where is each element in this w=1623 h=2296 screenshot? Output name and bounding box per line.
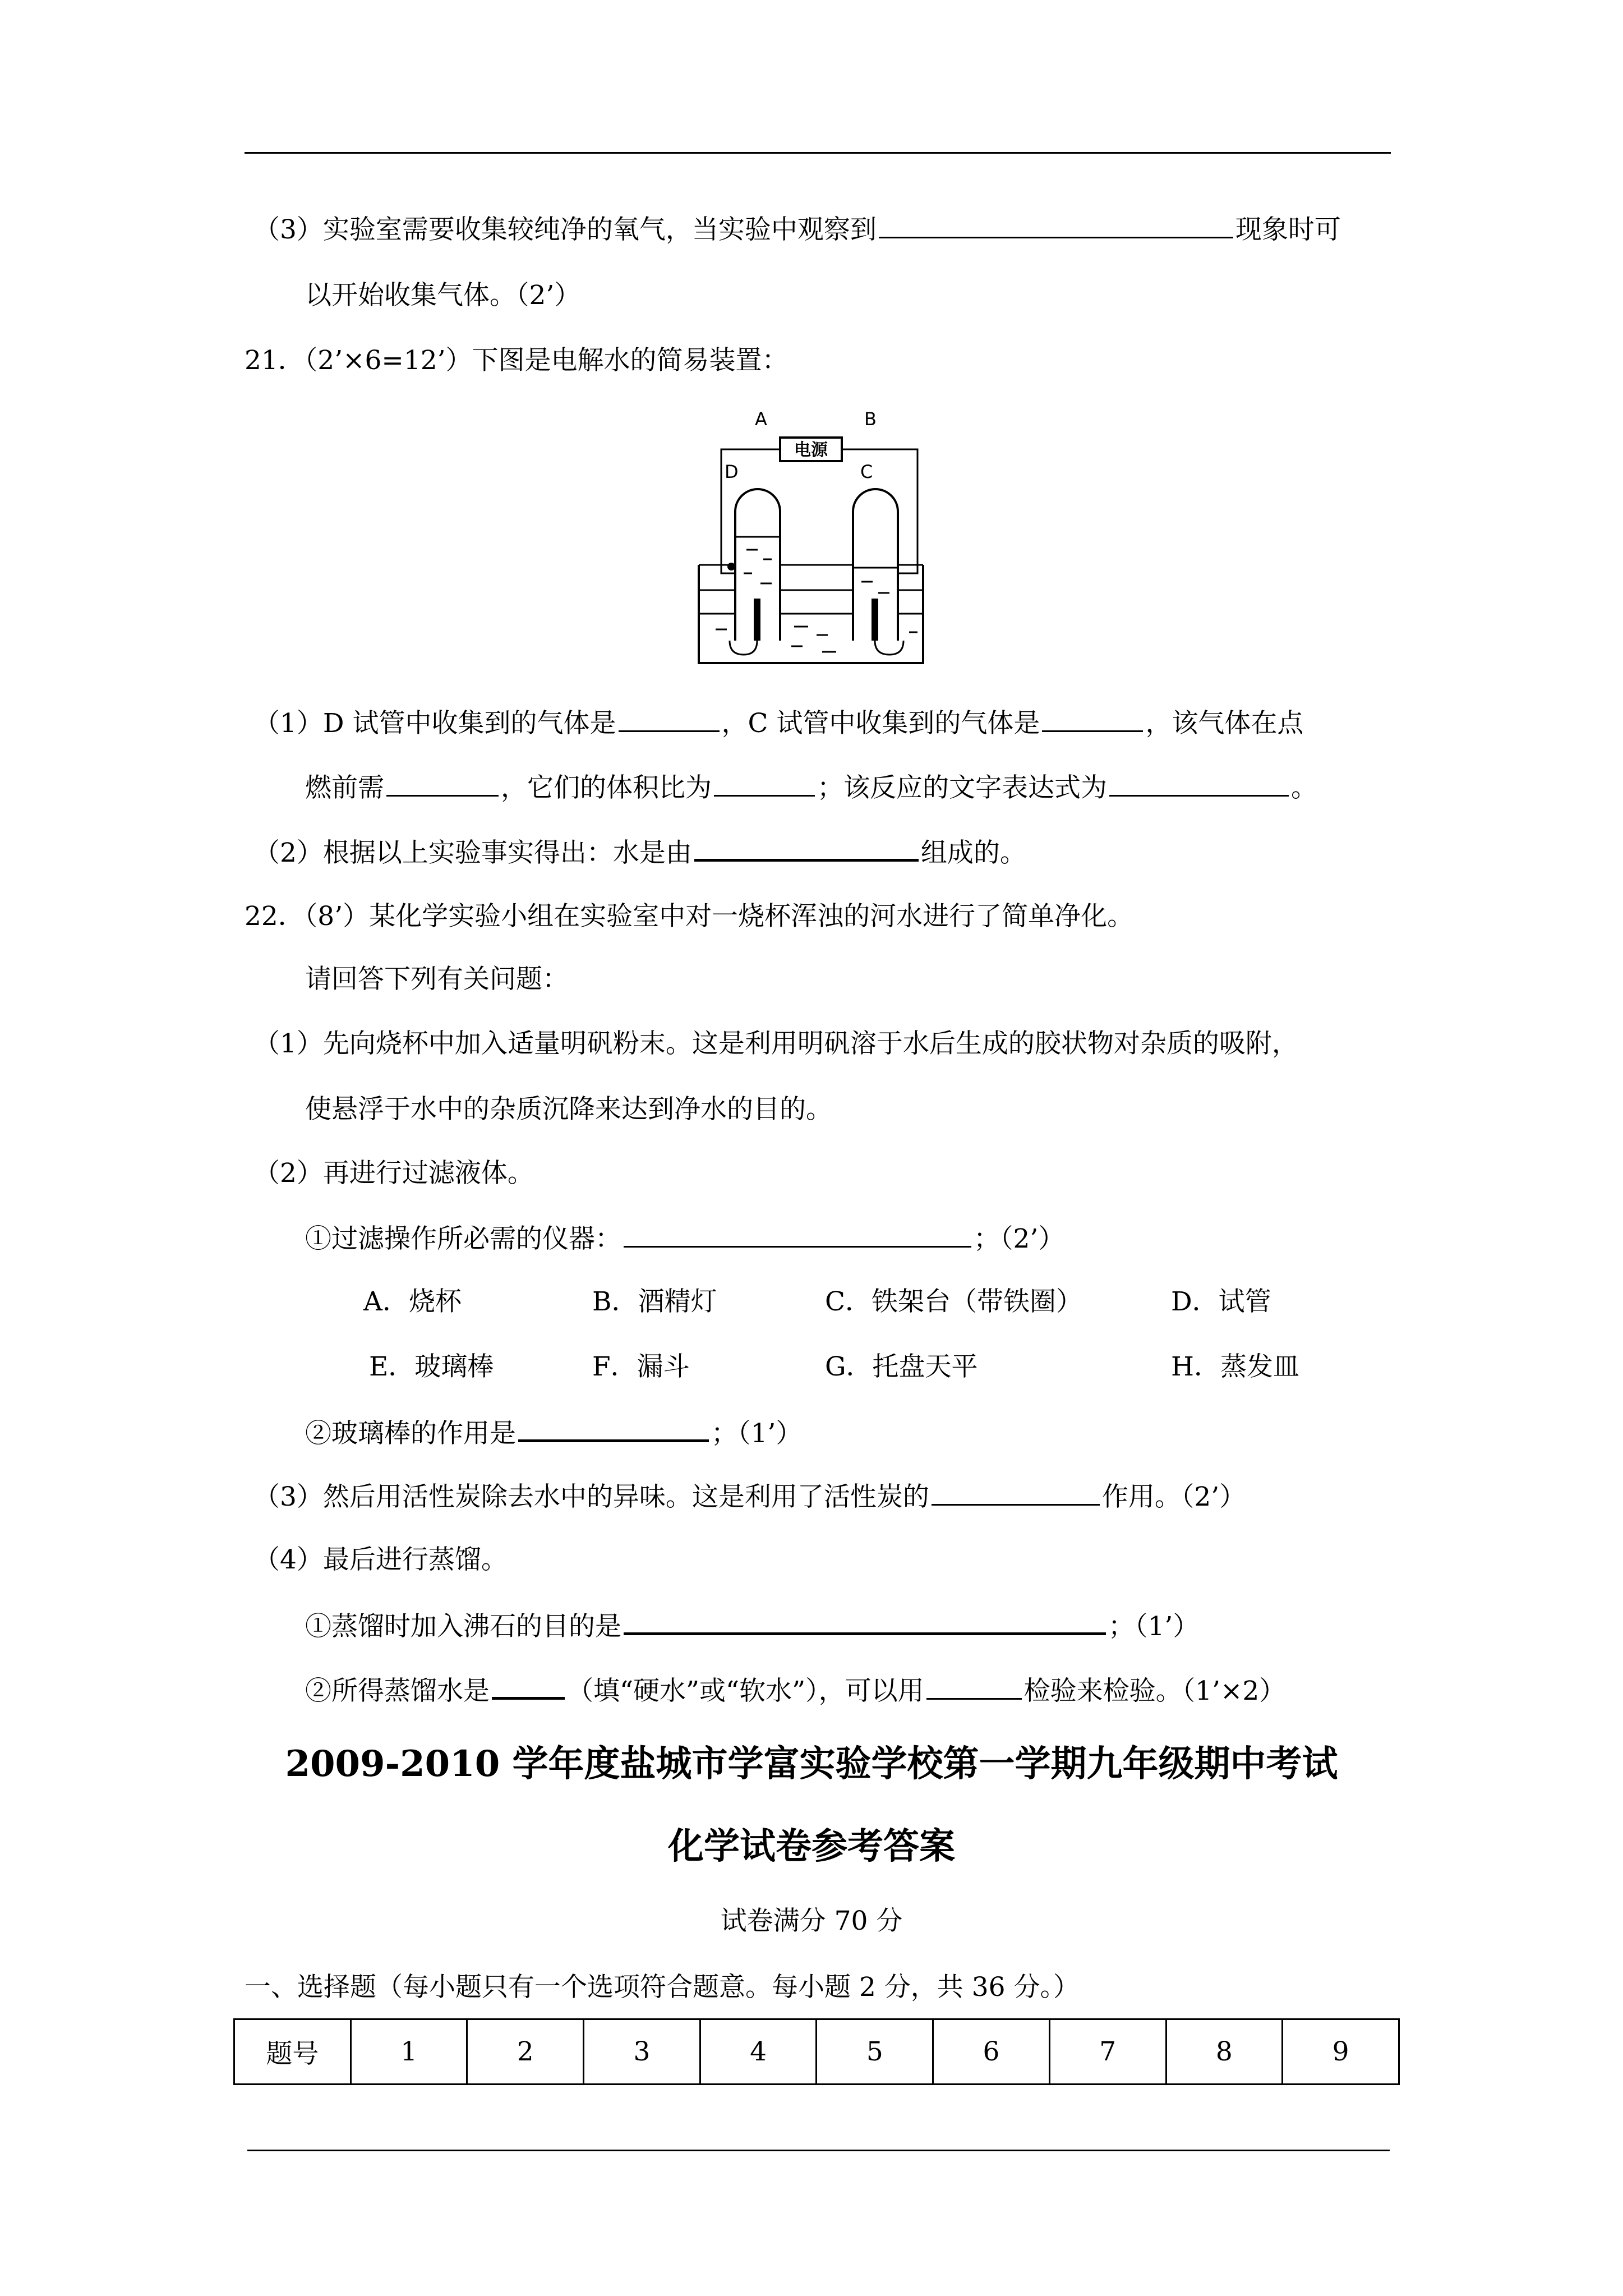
q21-p1a: （1）D 试管中收集到的气体是 — [253, 708, 616, 739]
q22-p3a: （3）然后用活性炭除去水中的异味。这是利用了活性炭的 — [253, 1481, 929, 1512]
table-header-cell: 4 — [700, 2019, 817, 2085]
electrode-c — [872, 599, 878, 641]
q21-part1-line1 — [253, 706, 1303, 740]
table-header-cell: 8 — [1166, 2019, 1283, 2085]
q21-p1d: 燃前需 — [305, 772, 384, 803]
q22-p2-i: ①过滤操作所必需的仪器： — [305, 1223, 621, 1254]
q20-part3-text: （3）实验室需要收集较纯净的氧气，当实验中观察到 — [253, 214, 877, 245]
q21-blank-composition[interactable] — [694, 834, 919, 862]
q21-blank-d-gas[interactable] — [619, 706, 720, 732]
option-f: F．漏斗 — [592, 1351, 690, 1382]
q22-blank-instruments[interactable] — [624, 1221, 971, 1248]
header-rule — [245, 152, 1391, 154]
answers-section1: 一、选择题（每小题只有一个选项符合题意。每小题 2 分，共 36 分。） — [245, 1972, 1080, 2003]
q22-intro: 请回答下列有关问题： — [305, 964, 569, 995]
q21-p1b: ，C 试管中收集到的气体是 — [721, 708, 1040, 739]
q21-blank-volume-ratio[interactable] — [714, 770, 815, 797]
q21-p1c: ，该气体在点 — [1145, 708, 1304, 739]
table-header-cell: 题号 — [234, 2019, 351, 2085]
table-row — [234, 2019, 1399, 2085]
table-header-cell: 2 — [467, 2019, 584, 2085]
diagram-label-c: C — [860, 461, 873, 482]
answers-full-score: 试卷满分 70 分 — [720, 1906, 903, 1936]
lead-c — [875, 641, 903, 655]
q22-p4: （4）最后进行蒸馏。 — [253, 1544, 508, 1575]
option-c: C．铁架台（带铁圈） — [825, 1286, 1082, 1317]
table-header-cell: 3 — [584, 2019, 700, 2085]
q22-p2-i-line — [305, 1221, 1064, 1256]
q22-p3-line — [253, 1479, 1246, 1514]
q21-blank-before-ignite[interactable] — [386, 770, 499, 797]
q22-p1-cont: 使悬浮于水中的杂质沉降来达到净水的目的。 — [305, 1094, 832, 1125]
q22-p1: （1）先向烧杯中加入适量明矾粉末。这是利用明矾溶于水后生成的胶状物对杂质的吸附， — [253, 1028, 1298, 1059]
q21-p1g: 。 — [1291, 772, 1317, 803]
electrode-d — [754, 599, 760, 641]
q22-p2-ii-line — [305, 1415, 802, 1451]
q21-blank-expression[interactable] — [1109, 770, 1289, 797]
q21-part2-line — [253, 834, 1026, 870]
diagram-label-b: B — [864, 408, 877, 430]
answers-title-2: 化学试卷参考答案 — [668, 1825, 955, 1867]
q22-p4-i-end: ；（1’） — [1108, 1611, 1200, 1642]
table-header-cell: 5 — [817, 2019, 933, 2085]
q22-p3b: 作用。（2’） — [1101, 1481, 1246, 1512]
answers-title-1: 2009-2010 学年度盐城市学富实验学校第一学期九年级期中考试 — [285, 1743, 1338, 1785]
q22-header: 22．（8’）某化学实验小组在实验室中对一烧杯浑浊的河水进行了简单净化。 — [245, 901, 1134, 932]
q21-part1-line2 — [305, 770, 1317, 805]
q22-p2-i-end: ；（2’） — [974, 1223, 1065, 1254]
option-a: A．烧杯 — [363, 1286, 462, 1317]
q22-p2: （2）再进行过滤液体。 — [253, 1158, 534, 1189]
q20-part3-blank[interactable] — [879, 212, 1233, 238]
option-e: E．玻璃棒 — [369, 1351, 494, 1382]
option-b: B．酒精灯 — [592, 1286, 717, 1317]
diagram-label-a: A — [755, 408, 767, 430]
q22-p2-ii-end: ；（1’） — [711, 1418, 803, 1449]
q22-p4-ii-c: 检验来检验。（1’×2） — [1023, 1676, 1286, 1706]
q21-p1f: ；该反应的文字表达式为 — [817, 772, 1107, 803]
answer-table — [233, 2018, 1400, 2085]
q21-p2a: （2）根据以上实验事实得出：水是由 — [253, 838, 692, 868]
electrolysis-diagram — [682, 405, 940, 671]
table-header-cell: 1 — [351, 2019, 467, 2085]
q21-p2b: 组成的。 — [920, 838, 1026, 868]
footer-rule — [247, 2150, 1390, 2151]
q22-blank-test-reagent[interactable] — [926, 1673, 1022, 1700]
table-header-cell: 9 — [1283, 2019, 1399, 2085]
power-label: 电源 — [794, 440, 828, 460]
table-header-cell: 6 — [933, 2019, 1050, 2085]
q20-part3-after: 现象时可 — [1235, 214, 1341, 245]
wire-dot — [727, 563, 735, 570]
option-g: G．托盘天平 — [825, 1351, 978, 1382]
q22-blank-boiling-stone[interactable] — [624, 1608, 1106, 1635]
lead-d — [730, 641, 757, 655]
q20-part3-line — [253, 212, 1341, 247]
q22-blank-water-type[interactable] — [492, 1672, 565, 1700]
q22-blank-carbon[interactable] — [932, 1479, 1100, 1506]
table-header-cell: 7 — [1049, 2019, 1166, 2085]
q21-header: 21．（2’×6=12’）下图是电解水的简易装置： — [245, 345, 789, 376]
q21-blank-c-gas[interactable] — [1042, 706, 1143, 732]
q20-part3-cont: 以开始收集气体。（2’） — [305, 280, 581, 311]
q22-p4-i-line — [305, 1608, 1199, 1644]
q22-p4-ii-line — [305, 1672, 1285, 1708]
diagram-label-d: D — [725, 461, 739, 482]
q21-p1e: ，它们的体积比为 — [501, 772, 712, 803]
q22-blank-glass-rod[interactable] — [518, 1415, 709, 1442]
q22-p4-ii-a: ②所得蒸馏水是 — [305, 1676, 490, 1706]
q22-p4-ii-b: （填“硬水”或“软水”），可以用 — [567, 1676, 924, 1706]
option-d: D．试管 — [1171, 1286, 1271, 1317]
option-h: H．蒸发皿 — [1171, 1351, 1299, 1382]
q22-p4-i: ①蒸馏时加入沸石的目的是 — [305, 1611, 621, 1642]
q22-p2-ii: ②玻璃棒的作用是 — [305, 1418, 516, 1449]
